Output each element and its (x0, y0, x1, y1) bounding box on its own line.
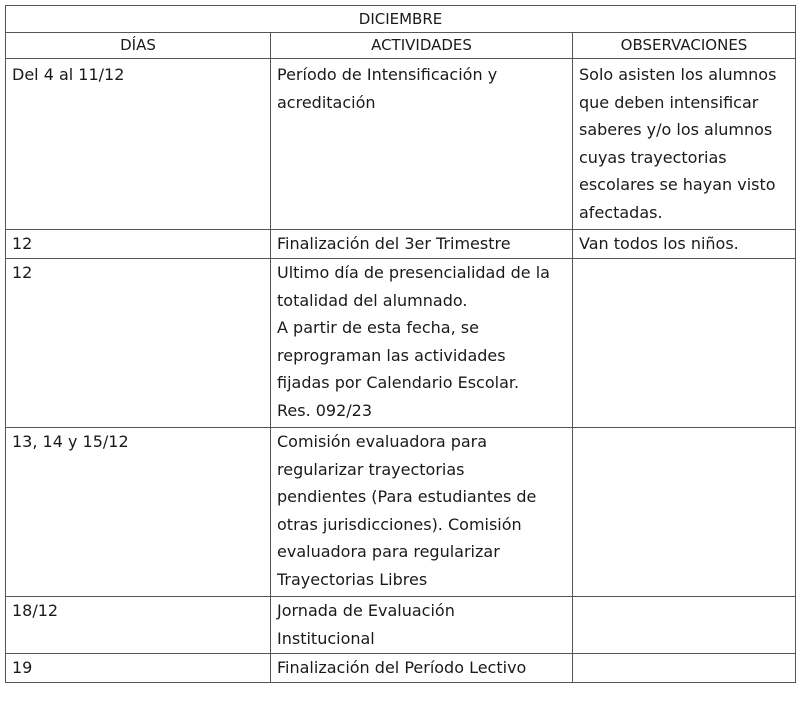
cell-dias: 12 (6, 230, 271, 259)
cell-actividades: Ultimo día de presencialidad de la totalidad del alumnado. A partir de esta fecha, se reprograman las actividades fijadas por Calendario Escolar. Res. 092/23 (271, 259, 573, 428)
calendar-table (5, 5, 796, 683)
header-observaciones: OBSERVACIONES (573, 33, 796, 59)
cell-dias: 19 (6, 654, 271, 683)
cell-observaciones: Solo asisten los alumnos que deben intensificar saberes y/o los alumnos cuyas trayectorias escolares se hayan visto afectadas. (573, 59, 796, 230)
table-header-row (6, 33, 796, 59)
cell-actividades: Finalización del Período Lectivo (271, 654, 573, 683)
cell-actividades: Período de Intensificación y acreditación (271, 59, 573, 230)
cell-observaciones (573, 428, 796, 597)
table-row (6, 428, 796, 597)
cell-dias: 13, 14 y 15/12 (6, 428, 271, 597)
header-dias: DÍAS (6, 33, 271, 59)
cell-actividades: Finalización del 3er Trimestre (271, 230, 573, 259)
cell-observaciones (573, 654, 796, 683)
table-row (6, 59, 796, 230)
cell-actividades: Jornada de Evaluación Institucional (271, 597, 573, 654)
cell-dias: 12 (6, 259, 271, 428)
table-row (6, 597, 796, 654)
header-actividades: ACTIVIDADES (271, 33, 573, 59)
cell-observaciones (573, 259, 796, 428)
cell-dias: Del 4 al 11/12 (6, 59, 271, 230)
table-title-row (6, 6, 796, 33)
table-title: DICIEMBRE (6, 6, 796, 33)
cell-dias: 18/12 (6, 597, 271, 654)
cell-actividades: Comisión evaluadora para regularizar trayectorias pendientes (Para estudiantes de otras jurisdicciones). Comisión evaluadora para regularizar Trayectorias Libres (271, 428, 573, 597)
cell-observaciones: Van todos los niños. (573, 230, 796, 259)
calendar-document (5, 5, 795, 683)
cell-observaciones (573, 597, 796, 654)
table-row (6, 259, 796, 428)
table-row (6, 654, 796, 683)
table-row (6, 230, 796, 259)
